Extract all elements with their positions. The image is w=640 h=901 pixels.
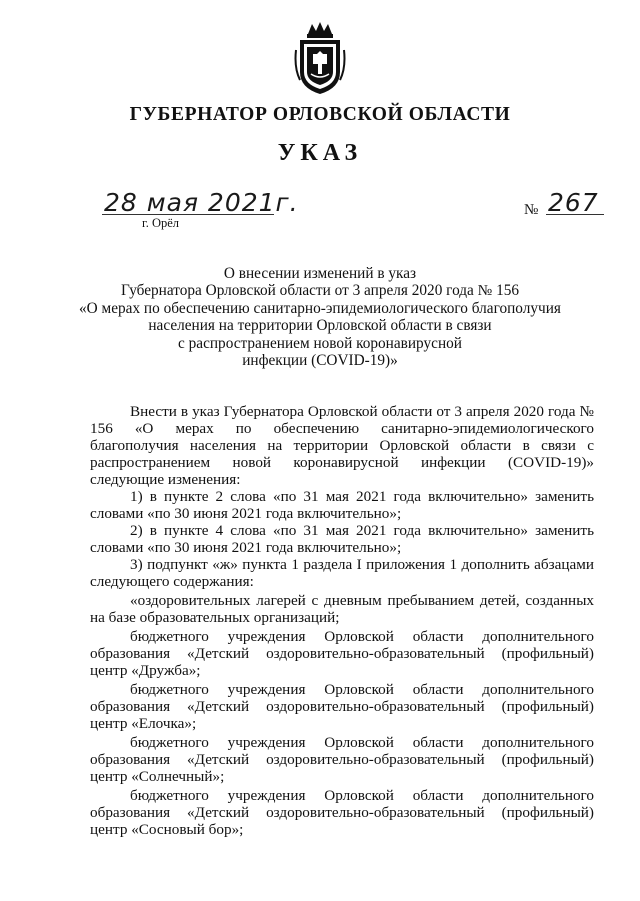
document-title xyxy=(70,265,570,369)
body-paragraph: 2) в пункте 4 слова «по 31 мая 2021 года включительно» заменить словами «по 30 июня 2021 года включительно»; xyxy=(90,522,594,556)
body-paragraph: бюджетного учреждения Орловской области дополнительного образования «Детский оздоровительно-образовательный (профильный) центр «Солнечный»; xyxy=(90,734,594,785)
body-paragraph: бюджетного учреждения Орловской области дополнительного образования «Детский оздоровительно-образовательный (профильный) центр «Елочка»; xyxy=(90,681,594,732)
body-paragraph: Внести в указ Губернатора Орловской области от 3 апреля 2020 года № 156 «О мерах по обеспечению санитарно-эпидемиологического благополучия населения на территории Орловской области в связи с распространением новой коронавирусной инфекции (COVID-19)» следующие изменения: xyxy=(90,403,594,488)
body-paragraph: бюджетного учреждения Орловской области дополнительного образования «Детский оздоровительно-образовательный (профильный) центр «Сосновый бор»; xyxy=(90,787,594,838)
title-line: инфекции (COVID-19)» xyxy=(242,352,398,370)
body-paragraph: бюджетного учреждения Орловской области дополнительного образования «Детский оздоровительно-образовательный (профильный) центр «Дружба»; xyxy=(90,628,594,679)
title-line: О внесении изменений в указ xyxy=(223,265,417,282)
title-line: с распространением новой коронавирусной xyxy=(178,334,462,352)
document-date: 28 мая 2021г. xyxy=(104,188,299,217)
document-body xyxy=(90,403,594,838)
document-city: г. Орёл xyxy=(142,216,180,230)
date-underline xyxy=(102,214,274,215)
issuing-authority: ГУБЕРНАТОР ОРЛОВСКОЙ ОБЛАСТИ xyxy=(129,104,511,125)
body-paragraph: «оздоровительных лагерей с дневным пребыванием детей, созданных на базе образовательных организаций; xyxy=(90,592,594,626)
document-number: 267 xyxy=(548,188,599,217)
coat-of-arms-icon xyxy=(294,20,346,96)
title-line: «О мерах по обеспечению санитарно-эпидемиологического благополучия xyxy=(79,299,561,317)
title-line: Губернатора Орловской области от 3 апреля 2020 года № 156 xyxy=(120,282,520,300)
document-type: УКАЗ xyxy=(277,140,363,166)
body-paragraph: 3) подпункт «ж» пункта 1 раздела I приложения 1 дополнить абзацами следующего содержания: xyxy=(90,556,594,590)
body-paragraph: 1) в пункте 2 слова «по 31 мая 2021 года включительно» заменить словами «по 30 июня 2021 года включительно»; xyxy=(90,488,594,522)
number-underline xyxy=(546,214,604,215)
number-label: № xyxy=(524,202,539,218)
title-line: населения на территории Орловской области в связи xyxy=(148,317,492,335)
